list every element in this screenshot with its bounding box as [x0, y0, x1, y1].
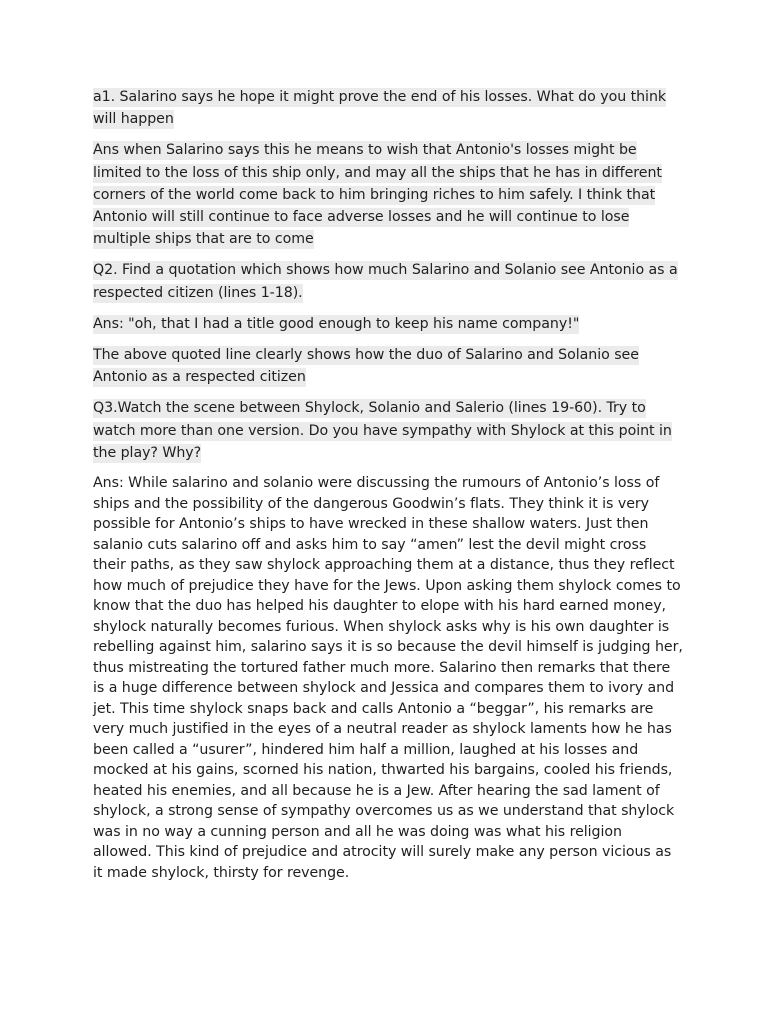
question-3-text: Q3.Watch the scene between Shylock, Solanio and Salerio (lines 19-60). Try to watch more than one version. Do you have sympathy with Shylock at this point in the play? Why?	[93, 400, 672, 461]
answer-2-text: Ans: "oh, that I had a title good enough to keep his name company!"	[93, 315, 580, 332]
question-1-paragraph	[93, 86, 683, 130]
question-2-text: Q2. Find a quotation which shows how much Salarino and Solanio see Antonio as a respected citizen (lines 1-18).	[93, 262, 678, 301]
answer-1-text: Ans when Salarino says this he means to wish that Antonio's losses might be limited to the loss of this ship only, and may all the ships that he has in different corners of the world come back to him bringing riches to him safely. I think that Antonio will still continue to face adverse losses and he will continue to lose multiple ships that are to come	[93, 142, 662, 248]
answer-2-explanation-paragraph	[93, 344, 683, 388]
answer-2-paragraph	[93, 313, 683, 335]
question-3-paragraph	[93, 397, 683, 464]
question-2-paragraph	[93, 259, 683, 303]
answer-2-explanation-text: The above quoted line clearly shows how the duo of Salarino and Solanio see Antonio as a respected citizen	[93, 347, 639, 386]
answer-1-paragraph	[93, 139, 683, 250]
answer-3-text: Ans: While salarino and solanio were discussing the rumours of Antonio’s loss of ships and the possibility of the dangerous Goodwin’s flats. They think it is very possible for Antonio’s ships to have wrecked in these shallow waters. Just then salanio cuts salarino off and asks him to say “amen” lest the devil might cross their paths, as they saw shylock approaching them at a distance, thus they reflect how much of prejudice they have for the Jews. Upon asking them shylock comes to know that the duo has helped his daughter to elope with his hard earned money, shylock naturally becomes furious. When shylock asks why is his own daughter is rebelling against him, salarino says it is so because the devil himself is judging her, thus mistreating the tortured father much more. Salarino then remarks that there is a huge difference between shylock and Jessica and compares them to ivory and jet. This time shylock snaps back and calls Antonio a “beggar”, his remarks are very much justified in the eyes of a neutral reader as shylock laments how he has been called a “usurer”, hindered him half a million, laughed at his losses and mocked at his gains, scorned his nation, thwarted his bargains, cooled his friends, heated his enemies, and all because he is a Jew. After hearing the sad lament of shylock, a strong sense of sympathy overcomes us as we understand that shylock was in no way a cunning person and all he was doing was what his religion allowed. This kind of prejudice and atrocity will surely make any person vicious as it made shylock, thirsty for revenge.	[93, 475, 683, 881]
answer-3-paragraph	[93, 473, 683, 883]
question-1-text: a1. Salarino says he hope it might prove the end of his losses. What do you think will happen	[93, 89, 667, 128]
document-page	[93, 86, 683, 892]
